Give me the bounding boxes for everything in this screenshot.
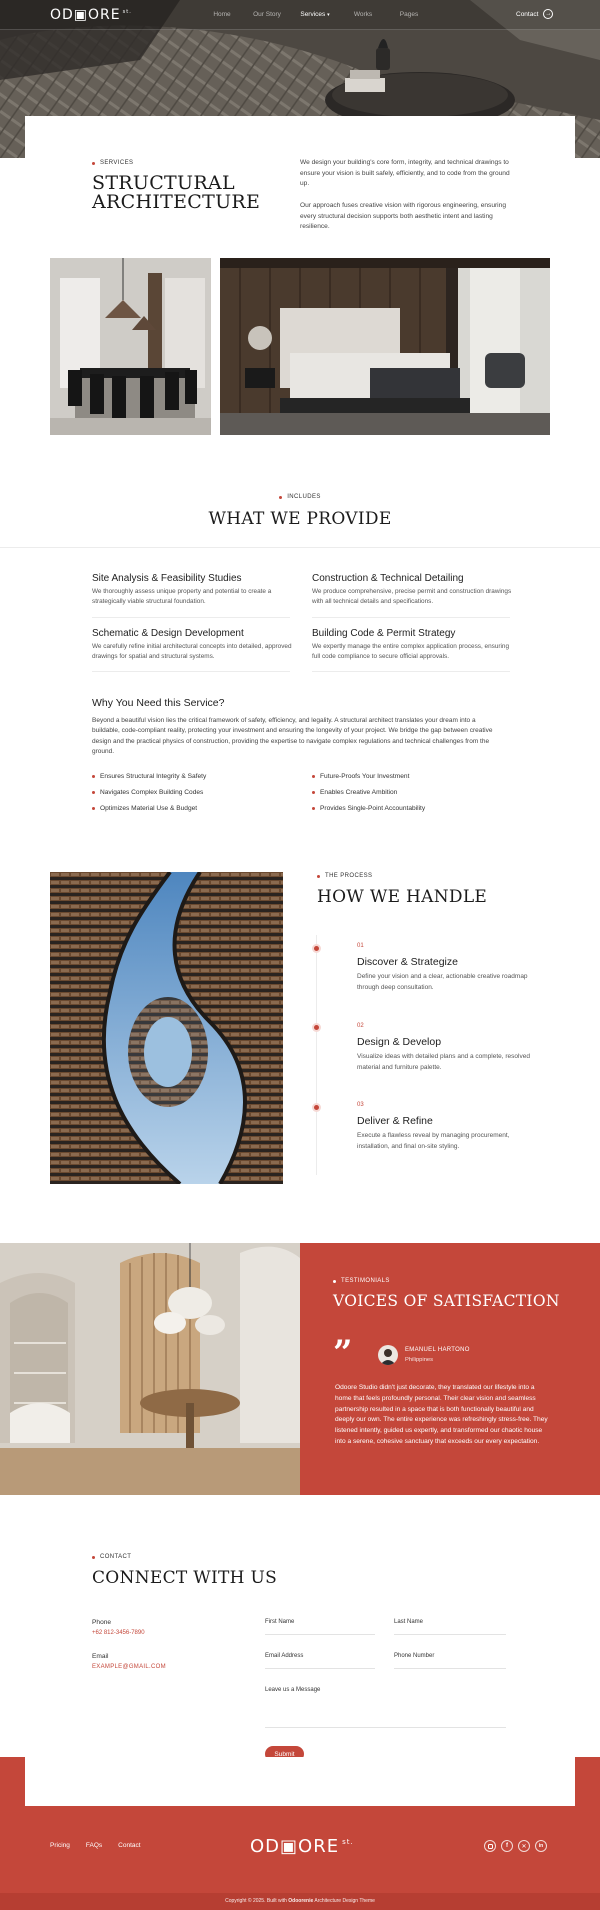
copyright-brand[interactable]: Odoorenie: [288, 1898, 314, 1904]
message-field[interactable]: Leave us a Message: [265, 1687, 321, 1693]
spiral-building-photo: [50, 872, 283, 1184]
phone-label: Phone: [92, 1619, 112, 1626]
why-bullet: [312, 805, 425, 812]
provide-title: WHAT WE PROVIDE: [208, 509, 392, 529]
nav-item-our-story[interactable]: Our Story: [253, 11, 281, 18]
process-step-desc: Visualize ideas with detailed plans and a complete, resolved material and furniture palette.: [357, 1053, 530, 1071]
process-step-title: Deliver & Refine: [357, 1115, 433, 1127]
brand-logo[interactable]: [50, 7, 132, 23]
nav-item-works[interactable]: Works: [353, 11, 373, 18]
reviewer-name: EMANUEL HARTONO: [405, 1347, 470, 1353]
contact-eyebrow-text: CONTACT: [100, 1554, 132, 1560]
footer-logo[interactable]: [250, 1836, 354, 1857]
process-step-marker: [312, 944, 321, 953]
submit-button[interactable]: Submit: [265, 1746, 304, 1762]
why-bullet-text: Provides Single-Point Accountability: [320, 805, 426, 812]
provide-item-divider: [92, 671, 290, 672]
process-step-desc: Define your vision and a clear, actionable creative roadmap through deep consultation.: [357, 973, 528, 991]
why-bullet-text: Future-Proofs Your Investment: [320, 773, 410, 780]
phone-value[interactable]: +62 812-3456-7890: [92, 1630, 145, 1636]
testimonial-eyebrow: [333, 1278, 390, 1284]
provide-item-desc: We carefully refine initial architectural concepts into detailed, approved drawings for spatial and structural systems.: [92, 643, 292, 660]
footer-links: [50, 1842, 141, 1849]
reviewer-location: Philippines: [405, 1357, 434, 1363]
first-name-underline: [265, 1634, 375, 1635]
last-name-underline: [394, 1634, 506, 1635]
process-step-number: 03: [357, 1102, 364, 1108]
footer-logo-suffix: st.: [342, 1838, 354, 1846]
intro-paragraph-2: Our approach fuses creative vision with rigorous engineering, ensuring every structural decision supports both aesthetic intent and lasting resilience.: [300, 202, 506, 230]
provide-item-title: Schematic & Design Development: [92, 628, 244, 639]
nav-contact-label: Contact: [516, 10, 539, 18]
provide-item-title: Site Analysis & Feasibility Studies: [92, 573, 242, 584]
intro-eyebrow: [92, 160, 133, 166]
footer-logo-text: OD▣ORE: [250, 1836, 340, 1857]
provide-item-desc: We thoroughly assess unique property and potential to create a strategically viable structural foundation.: [92, 588, 272, 605]
provide-item: [312, 573, 512, 607]
copyright: [0, 1898, 600, 1904]
process-step-title: Discover & Strategize: [357, 956, 458, 968]
footer-card-bottom: [25, 1757, 575, 1806]
provide-item-divider: [312, 671, 510, 672]
why-bullet-text: Optimizes Material Use & Budget: [100, 805, 198, 812]
provide-item-divider: [312, 617, 510, 618]
linkedin-icon[interactable]: in: [535, 1840, 547, 1852]
email-label: Email: [92, 1653, 109, 1660]
why-bullet: [92, 773, 206, 780]
process-title: HOW WE HANDLE: [317, 887, 488, 907]
testimonial-title: VOICES OF SATISFACTION: [333, 1292, 560, 1310]
nav-item-home[interactable]: Home: [213, 11, 231, 18]
nav-item-services-label: Services: [300, 11, 326, 18]
why-title: Why You Need this Service?: [92, 697, 225, 709]
email-value[interactable]: EXAMPLE@GMAIL.COM: [92, 1664, 166, 1670]
copyright-prefix: Copyright © 2025. Built with: [225, 1898, 287, 1904]
process-eyebrow-text: THE PROCESS: [325, 873, 373, 879]
provide-item: [92, 628, 292, 662]
message-underline: [265, 1727, 506, 1728]
bedroom-photo: [220, 258, 550, 435]
why-bullet-text: Enables Creative Ambition: [320, 789, 398, 796]
circle-arrow-icon: →: [545, 11, 552, 17]
last-name-field[interactable]: Last Name: [394, 1619, 424, 1625]
first-name-field[interactable]: First Name: [265, 1619, 295, 1625]
process-step-title: Design & Develop: [357, 1036, 442, 1048]
process-step: [357, 1102, 532, 1152]
copyright-suffix: Architecture Design Theme: [314, 1898, 375, 1904]
provide-item-desc: We produce comprehensive, precise permit and construction drawings with all technical details and specifications.: [312, 588, 512, 605]
why-body: Beyond a beautiful vision lies the critical framework of safety, efficiency, and legality. A structural architect translates your dream into a buildable, code-compliant reality, protecting your investment and ensuring the longevity of your project. We bridge the gap between creative design and the practical physics of construction, providing the expertise to navigate complex regulations and technical challenges from the ground.: [92, 717, 493, 755]
process-step: [357, 1023, 532, 1073]
brand-logo-text: OD▣ORE: [50, 7, 121, 23]
provide-eyebrow: [0, 494, 600, 500]
email-address-underline: [265, 1668, 375, 1669]
process-step-desc: Execute a flawless reveal by managing procurement, installation, and final on-site styling.: [357, 1132, 510, 1150]
provide-item: [92, 573, 292, 607]
why-bullet: [312, 789, 397, 796]
nav-contact-button[interactable]: [516, 9, 553, 19]
contact-title: CONNECT WITH US: [92, 1568, 278, 1588]
why-bullet-text: Ensures Structural Integrity & Safety: [100, 773, 207, 780]
intro-paragraph-1: We design your building's core form, integrity, and technical drawings to ensure your vision is built safely, efficiently, and to code from the ground up.: [300, 159, 510, 187]
social-links: [484, 1840, 547, 1852]
process-step-marker: [312, 1103, 321, 1112]
provide-divider: [0, 547, 600, 548]
facebook-icon[interactable]: f: [501, 1840, 513, 1852]
why-bullet: [312, 773, 409, 780]
phone-number-field[interactable]: Phone Number: [394, 1653, 435, 1659]
nav-item-pages[interactable]: Pages: [399, 11, 419, 18]
process-eyebrow: [317, 873, 372, 879]
intro-title-line1: STRUCTURAL: [92, 172, 235, 194]
process-step-number: 01: [357, 943, 364, 949]
phone-number-underline: [394, 1668, 506, 1669]
provide-item: [312, 628, 512, 662]
provide-item-divider: [92, 617, 290, 618]
testimonial-quote: Odoore Studio didn't just decorate, they translated our lifestyle into a home that feels profoundly personal. Their clear vision and seamless partnership resulted in a space that is both functionally beautiful and deeply our own. The entire experience was refreshingly stress-free. They listened intently, guided us expertly, and transformed our chaotic house into a serene, cohesive sanctuary that exceeds our every expectation.: [335, 1384, 548, 1445]
footer-link-contact[interactable]: Contact: [118, 1842, 141, 1849]
why-bullet-text: Navigates Complex Building Codes: [100, 789, 204, 796]
provide-eyebrow-text: INCLUDES: [287, 494, 321, 500]
main-nav: [200, 11, 432, 18]
instagram-icon[interactable]: [484, 1840, 496, 1852]
brand-logo-suffix: st.: [122, 9, 132, 15]
email-address-field[interactable]: Email Address: [265, 1653, 304, 1659]
footer-link-faqs[interactable]: FAQs: [85, 1842, 103, 1849]
interior-arch-photo: [0, 1243, 300, 1495]
testimonial-eyebrow-text: TESTIMONIALS: [341, 1278, 390, 1284]
x-icon[interactable]: ✕: [518, 1840, 530, 1852]
nav-item-services[interactable]: [290, 11, 340, 18]
provide-item-desc: We expertly manage the entire complex application process, ensuring full code compliance to secure official approvals.: [312, 643, 510, 660]
quote-icon: ”: [333, 1333, 353, 1373]
chevron-down-icon: ▾: [327, 12, 330, 18]
intro-title: [92, 174, 260, 212]
intro-title-line2: ARCHITECTURE: [92, 191, 261, 213]
provide-item-title: Construction & Technical Detailing: [312, 573, 464, 584]
process-step: [357, 943, 532, 993]
why-bullet: [92, 789, 203, 796]
provide-item-title: Building Code & Permit Strategy: [312, 628, 456, 639]
contact-eyebrow: [92, 1554, 131, 1560]
why-bullet: [92, 805, 197, 812]
process-timeline-line: [316, 935, 317, 1175]
footer-link-pricing[interactable]: Pricing: [50, 1842, 70, 1849]
dining-room-photo: [50, 258, 211, 435]
process-step-number: 02: [357, 1023, 364, 1029]
intro-eyebrow-text: SERVICES: [100, 160, 134, 166]
avatar: [378, 1345, 398, 1365]
process-step-marker: [312, 1023, 321, 1032]
